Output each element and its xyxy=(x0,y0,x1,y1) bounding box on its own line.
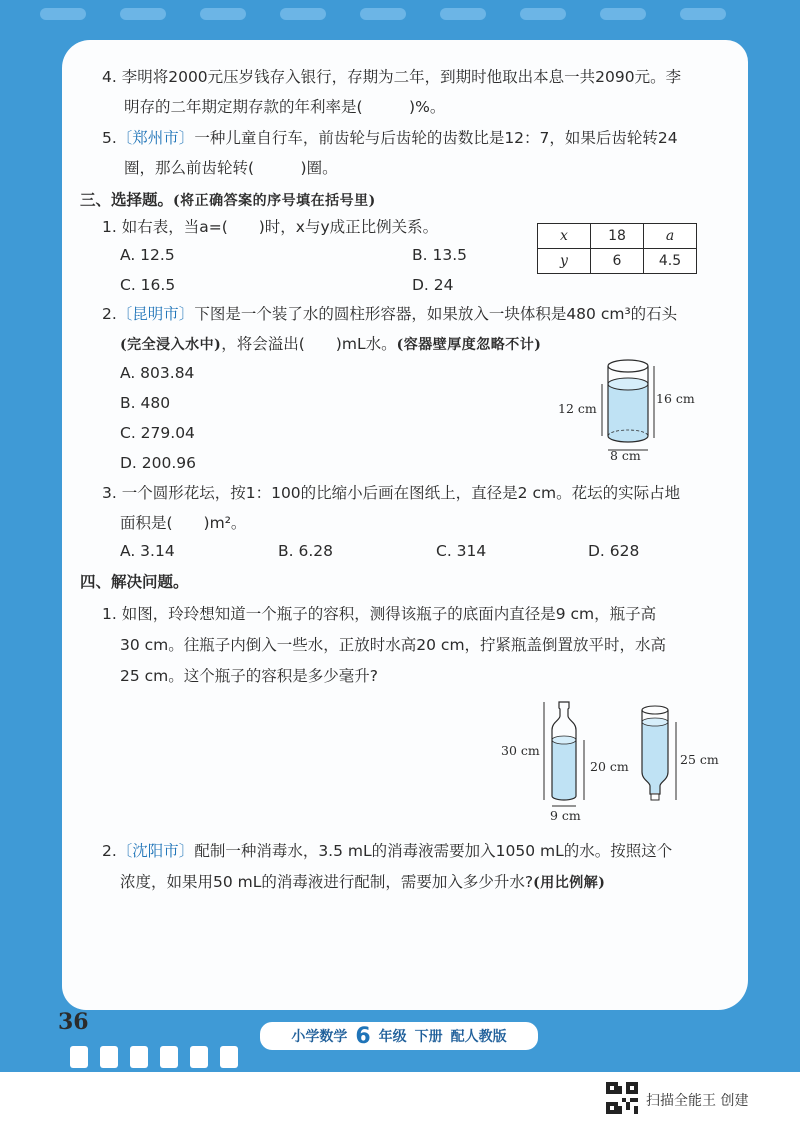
question-text: ，将会溢出( )mL水。 xyxy=(221,335,397,353)
question-number: 2. xyxy=(102,305,117,323)
question-number: 2. xyxy=(102,842,117,860)
choice-3-option-d: D. 628 xyxy=(588,542,640,560)
table-row xyxy=(538,249,697,274)
cylinder-height-label: 16 cm xyxy=(656,391,695,406)
table-cell: x xyxy=(538,224,591,249)
upright-bottle-figure xyxy=(538,700,598,810)
section-instruction: (将正确答案的序号填在括号里) xyxy=(173,193,376,209)
frame-decoration xyxy=(200,8,246,20)
problem-1-line-1: 1. 如图，玲玲想知道一个瓶子的容积，测得该瓶子的底面内直径是9 cm，瓶子高 xyxy=(102,605,657,623)
edition-label: 配人教版 xyxy=(450,1029,507,1045)
cylinder-water-label: 12 cm xyxy=(558,401,597,416)
volume-label: 下册 xyxy=(414,1029,443,1045)
choice-3-option-b: B. 6.28 xyxy=(278,542,333,560)
choice-2-option-a: A. 803.84 xyxy=(120,364,195,382)
problem-2-line-2 xyxy=(120,871,605,894)
question-note: (完全浸入水中) xyxy=(120,337,222,353)
scanner-watermark: 扫描全能王 创建 xyxy=(646,1093,749,1109)
frame-decoration xyxy=(40,8,86,20)
choice-3-line-2: 面积是( )m²。 xyxy=(120,514,247,532)
choice-1-option-c: C. 16.5 xyxy=(120,276,176,294)
question-5-line-1 xyxy=(102,127,678,149)
table-cell: 4.5 xyxy=(644,249,697,274)
frame-decoration xyxy=(520,8,566,20)
question-4-line-2: 明存的二年期定期存款的年利率是( )%。 xyxy=(124,98,446,116)
frame-decoration xyxy=(440,8,486,20)
choice-2-line-2 xyxy=(120,333,541,356)
city-tag: 〔郑州市〕 xyxy=(116,129,195,147)
table-cell: 18 xyxy=(591,224,644,249)
question-text: 下图是一个装了水的圆柱形容器，如果放入一块体积是480 cm³的石头 xyxy=(194,305,678,323)
choice-2-option-b: B. 480 xyxy=(120,394,171,412)
question-text: 配制一种消毒水，3.5 mL的消毒液需要加入1050 mL的水。按照这个 xyxy=(194,842,673,860)
choice-1-question: 1. 如右表，当a=( )时，x与y成正比例关系。 xyxy=(102,218,439,236)
table-cell: a xyxy=(644,224,697,249)
water-surface xyxy=(552,736,576,744)
cylinder-dimension-lines xyxy=(596,360,666,460)
frame-tab xyxy=(130,1046,148,1068)
bottle-bottom xyxy=(642,706,668,714)
frame-decoration xyxy=(280,8,326,20)
table-cell: 6 xyxy=(591,249,644,274)
question-5-line-2: 圈，那么前齿轮转( )圈。 xyxy=(124,159,338,177)
subject-label: 小学数学 xyxy=(291,1029,348,1045)
frame-tab xyxy=(190,1046,208,1068)
frame-tab xyxy=(220,1046,238,1068)
inverted-water-label: 25 cm xyxy=(680,752,719,767)
section-4-heading: 四、解决问题。 xyxy=(80,573,189,591)
question-number: 5. xyxy=(102,129,117,147)
bottle-cap xyxy=(651,794,659,800)
city-tag: 〔昆明市〕 xyxy=(116,305,195,323)
table-cell: y xyxy=(538,249,591,274)
choice-1-option-a: A. 12.5 xyxy=(120,246,175,264)
choice-1-option-b: B. 13.5 xyxy=(412,246,467,264)
city-tag: 〔沈阳市〕 xyxy=(116,842,195,860)
question-text: 一种儿童自行车，前齿轮与后齿轮的齿数比是12：7，如果后齿轮转24 xyxy=(194,129,678,147)
choice-1-option-d: D. 24 xyxy=(412,276,454,294)
frame-decoration xyxy=(360,8,406,20)
frame-tab xyxy=(70,1046,88,1068)
cylinder-diameter-label: 8 cm xyxy=(610,448,641,463)
inverted-bottle-figure xyxy=(636,700,686,804)
frame-tab xyxy=(100,1046,118,1068)
frame-decoration xyxy=(120,8,166,20)
question-text: 浓度，如果用50 mL的消毒液进行配制，需要加入多少升水? xyxy=(120,873,534,891)
water-fill xyxy=(552,740,576,800)
frame-tab xyxy=(160,1046,178,1068)
upright-water-label: 20 cm xyxy=(590,759,629,774)
grade-number: 6 xyxy=(355,1023,371,1049)
qr-code-icon xyxy=(606,1082,638,1114)
question-note: (容器壁厚度忽略不计) xyxy=(396,337,542,353)
question-note: (用比例解) xyxy=(533,875,606,891)
choice-2-option-d: D. 200.96 xyxy=(120,454,197,472)
question-4-line-1: 4. 李明将2000元压岁钱存入银行，存期为二年，到期时他取出本息一共2090元。李 xyxy=(102,68,682,86)
choice-2-line-1 xyxy=(102,303,677,325)
choice-3-option-a: A. 3.14 xyxy=(120,542,175,560)
proportion-table xyxy=(537,223,697,274)
frame-decoration xyxy=(600,8,646,20)
problem-1-line-2: 30 cm。往瓶子内倒入一些水，正放时水高20 cm，拧紧瓶盖倒置放平时，水高 xyxy=(120,636,667,654)
section-3-heading xyxy=(80,188,376,210)
table-row xyxy=(538,224,697,249)
problem-1-line-3: 25 cm。这个瓶子的容积是多少毫升? xyxy=(120,667,378,685)
bottle-diameter-label: 9 cm xyxy=(550,808,581,823)
grade-label: 年级 xyxy=(378,1029,407,1045)
section-title: 三、选择题。 xyxy=(80,191,174,209)
bottle-height-label: 30 cm xyxy=(501,743,540,758)
water-fill xyxy=(642,722,668,793)
choice-3-option-c: C. 314 xyxy=(436,542,487,560)
water-surface xyxy=(642,718,668,726)
frame-decoration xyxy=(680,8,726,20)
book-title-bar xyxy=(258,1020,540,1052)
choice-3-line-1: 3. 一个圆形花坛，按1：100的比缩小后画在图纸上，直径是2 cm。花坛的实际占地 xyxy=(102,484,681,502)
page-number: 36 xyxy=(58,1009,89,1035)
choice-2-option-c: C. 279.04 xyxy=(120,424,195,442)
problem-2-line-1 xyxy=(102,840,672,862)
